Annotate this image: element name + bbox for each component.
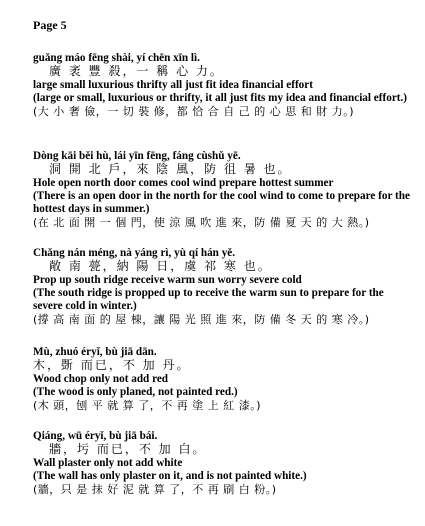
pinyin-line: Mù, zhuó éryǐ, bù jiā dān. [33,346,157,358]
entry-3 [33,247,415,327]
pinyin-line: Dòng kāi běi hù, lái yīn fēng, fáng cùshǔ yē. [33,150,241,162]
translation-line: (The wall has only plaster on it, and is not painted white.) [33,469,307,482]
page-number: Page 5 [33,18,67,32]
pinyin-line: Chǎng nán méng, nà yáng rì, yù qí hán yě. [33,247,236,259]
entry-5 [33,430,415,496]
translation-line: (large or small, luxurious or thrifty, it all just fits my idea and financial effort.) [33,91,408,104]
chinese-translation-line: (木 頭，刨 平 就 算 了，不 再 塗 上 紅 漆。) [33,399,262,413]
gloss-line: large small luxurious thrifty all just fit idea financial effort [33,78,313,91]
chinese-line: 廣 袤 豐 殺，一 稱 心 力。 [49,64,224,79]
chinese-translation-line: (牆，只 是 抹 好 泥 就 算 了，不 再 刷 白 粉。) [33,483,277,497]
entry-1 [33,52,415,118]
chinese-line: 洞 開 北 戶，來 陰 風，防 徂 暑 也。 [49,162,292,177]
gloss-line: Prop up south ridge receive warm sun worry severe cold [33,273,302,286]
chinese-line: 木，斲 而已，不 加 丹。 [33,358,191,373]
gloss-line: Wood chop only not add red [33,372,169,385]
chinese-translation-line: (在 北 面 開 一 個 門，使 涼 風 吹 進 來，防 備 夏 天 的 大 熱。) [33,216,370,230]
entry-4 [33,346,415,412]
translation-line: (The wood is only planed, not painted red.) [33,385,238,398]
entry-2 [33,150,415,230]
chinese-translation-line: (撐 高 南 面 的 屋 棟，讓 陽 光 照 進 來，防 備 冬 天 的 寒 冷。) [33,313,370,327]
pinyin-line: guǎng máo fēng shài, yí chēn xīn lì. [33,52,200,64]
chinese-line: 牆，圬 而已，不 加 白。 [49,442,207,457]
gloss-line: Hole open north door comes cool wind prepare hottest summer [33,176,334,189]
translation-line: (There is an open door in the north for the cool wind to come to prepare for the hottest days in summer.) [33,189,410,216]
chinese-line: 敞 南 甍，納 陽 日，虞 祁 寒 也。 [49,259,272,274]
chinese-translation-line: (大 小 奢 儉，一 切 裝 修，都 恰 合 自 己 的 心 思 和 財 力。) [33,105,355,119]
pinyin-line: Qiáng, wū éryǐ, bù jiā bái. [33,430,158,442]
translation-line: (The south ridge is propped up to receive the warm sun to prepare for the severe cold in winter.) [33,286,384,313]
gloss-line: Wall plaster only not add white [33,456,183,469]
